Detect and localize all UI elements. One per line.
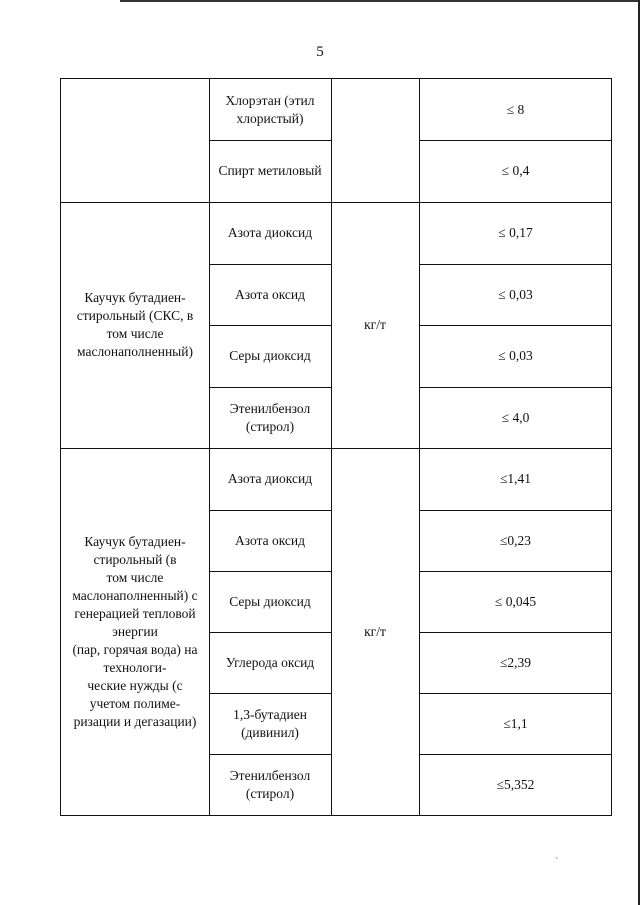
- product-cell: Каучук бутадиен- стирольный (в том числе маслонаполненный) с генерацией тепловой энергии (пар, горячая вода) на технологи- ческие нужды (с учетом полиме- ризации и дегазации): [72, 534, 198, 729]
- value-cell: ≤ 0,03: [498, 348, 533, 363]
- substance-cell: Серы диоксид: [229, 348, 311, 363]
- table-rule: [419, 571, 612, 572]
- value-cell: ≤ 8: [506, 101, 525, 117]
- product-cell: [61, 79, 209, 202]
- value-cell: ≤0,23: [499, 532, 532, 548]
- table-rule: [61, 202, 612, 203]
- unit-cell: [331, 79, 419, 202]
- value-cell: ≤ 4,0: [501, 409, 530, 425]
- substance-cell: Углерода оксид: [225, 654, 315, 670]
- value-cell: ≤ 0,045: [494, 593, 537, 609]
- substance-cell: Азота диоксид: [227, 225, 313, 240]
- table-rule: [209, 571, 331, 572]
- substance-cell: Хлорэтан (этил хлористый): [225, 92, 315, 126]
- table-rule: [209, 325, 331, 326]
- emission-table: [60, 78, 612, 816]
- value-cell: ≤1,1: [503, 715, 528, 731]
- table-rule: [419, 325, 612, 326]
- product-cell: Каучук бутадиен- стирольный (СКС, в том числе маслонаполненный): [76, 290, 194, 359]
- substance-cell: 1,3-бутадиен (дивинил): [233, 706, 307, 740]
- table-rule: [419, 140, 612, 141]
- value-cell: ≤ 0,17: [498, 225, 533, 240]
- value-cell: ≤5,352: [496, 777, 535, 792]
- page-number: 5: [316, 44, 324, 60]
- page-edge-top: [120, 0, 640, 2]
- table-rule: [209, 510, 331, 511]
- unit-cell: кг/т: [364, 317, 386, 332]
- substance-cell: Этенилбензол (стирол): [229, 768, 311, 801]
- substance-cell: Спирт метиловый: [218, 163, 322, 178]
- substance-cell: Этенилбензол (стирол): [229, 400, 311, 434]
- stray-mark: `: [555, 857, 559, 868]
- table-rule: [419, 632, 612, 633]
- table-rule: [209, 387, 331, 388]
- unit-cell: кг/т: [364, 624, 386, 639]
- value-cell: ≤1,41: [499, 471, 532, 486]
- value-cell: ≤ 0,03: [498, 286, 533, 302]
- substance-cell: Азота оксид: [234, 532, 306, 548]
- table-rule: [209, 754, 331, 755]
- table-rule: [419, 387, 612, 388]
- table-rule: [61, 448, 612, 449]
- table-rule: [419, 754, 612, 755]
- substance-cell: Азота оксид: [234, 286, 306, 302]
- table-rule: [209, 693, 331, 694]
- value-cell: ≤ 0,4: [501, 163, 530, 178]
- substance-cell: Азота диоксид: [227, 471, 313, 486]
- value-cell: ≤2,39: [499, 654, 532, 670]
- table-rule: [419, 510, 612, 511]
- table-rule: [419, 693, 612, 694]
- table-rule: [209, 140, 331, 141]
- table-rule: [209, 264, 331, 265]
- table-rule: [209, 632, 331, 633]
- table-rule: [419, 264, 612, 265]
- substance-cell: Серы диоксид: [229, 593, 311, 609]
